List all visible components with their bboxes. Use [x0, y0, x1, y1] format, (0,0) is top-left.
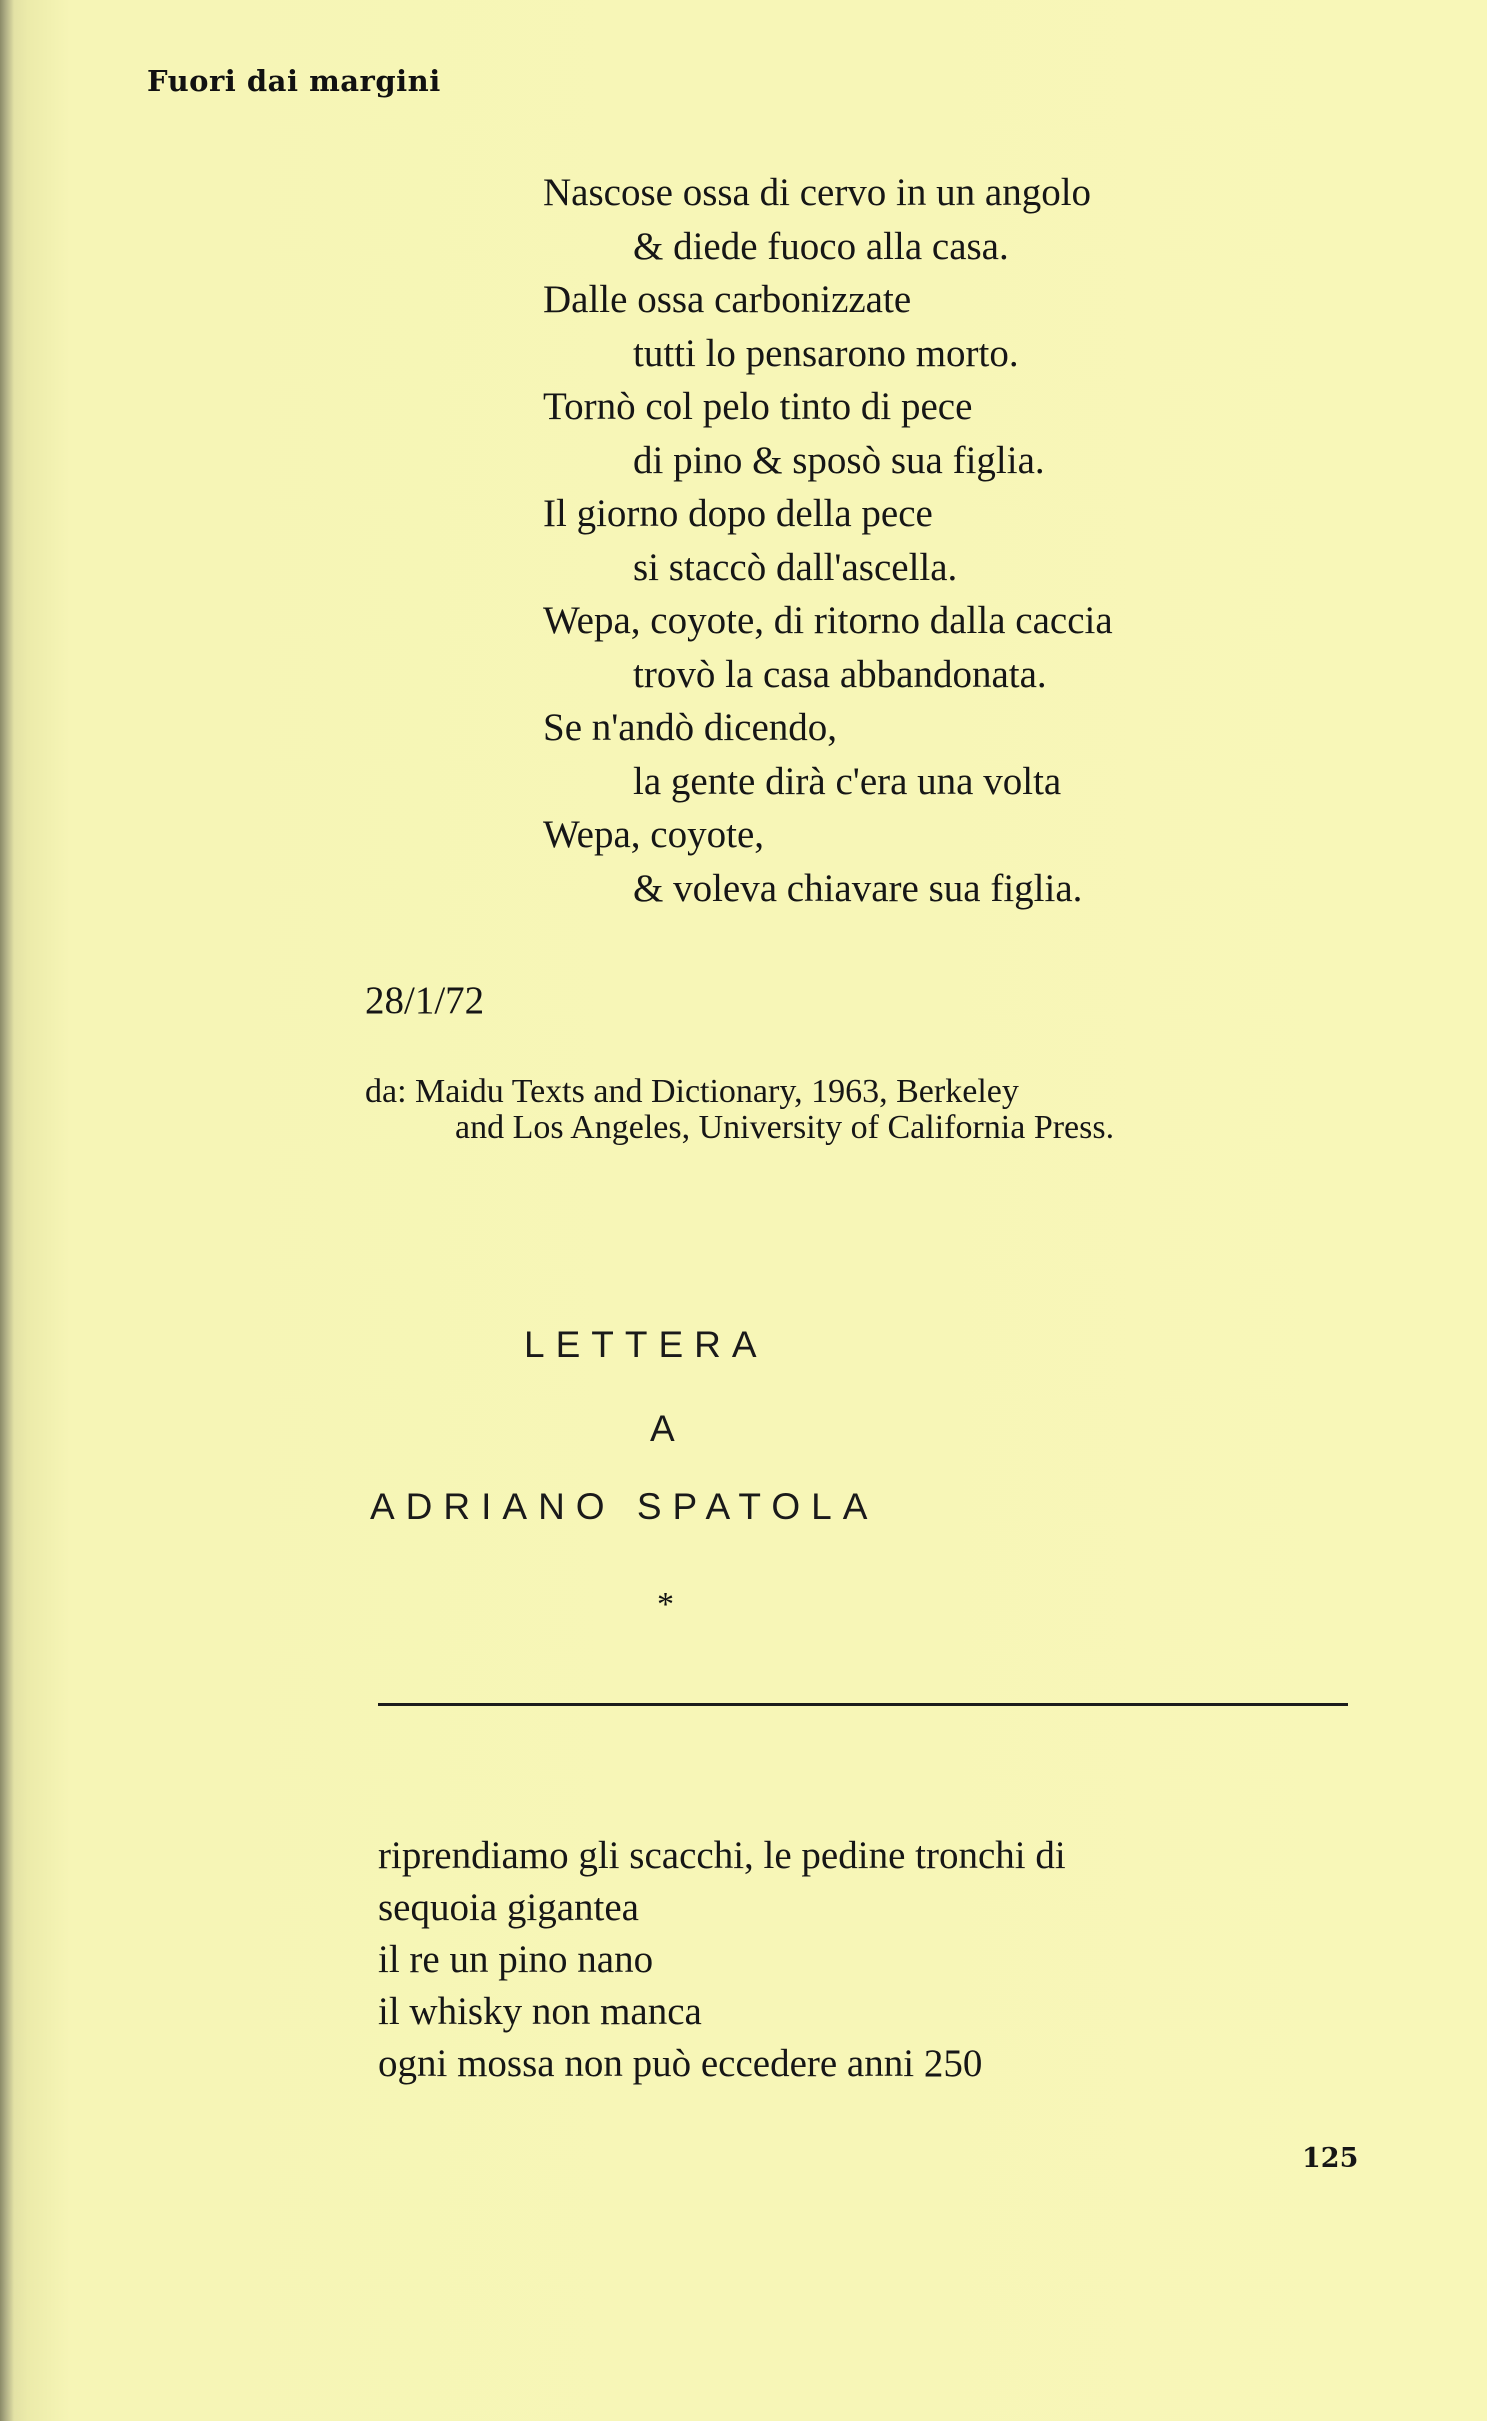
- letter-line: riprendiamo gli scacchi, le pedine tronchi di: [378, 1834, 1066, 1877]
- poem-line: Il giorno dopo della pece: [543, 492, 933, 535]
- poem-line: Wepa, coyote,: [543, 813, 765, 856]
- poem-line: di pino & sposò sua figlia.: [633, 438, 1045, 482]
- asterisk-ornament: *: [657, 1586, 674, 1623]
- poem-line: Se n'andò dicendo,: [543, 706, 838, 749]
- poem-line: Nascose ossa di cervo in un angolo: [543, 171, 1092, 214]
- poem-line: & diede fuoco alla casa.: [633, 224, 1009, 268]
- source-line-2: and Los Angeles, University of California Press.: [455, 1109, 1115, 1146]
- section-title-line-2: A: [650, 1408, 686, 1449]
- poem-line: tutti lo pensarono morto.: [633, 331, 1019, 375]
- letter-line: sequoia gigantea: [378, 1886, 639, 1929]
- poem-line: si staccò dall'ascella.: [633, 545, 958, 589]
- poem-stanza: [543, 166, 1113, 915]
- page-edge-shadow: [0, 0, 14, 2421]
- letter-line: il re un pino nano: [378, 1938, 654, 1981]
- poem-line: trovò la casa abbandonata.: [633, 652, 1047, 696]
- horizontal-rule: [378, 1703, 1348, 1706]
- source-citation: [365, 1074, 1114, 1146]
- poem-line: Tornò col pelo tinto di pece: [543, 385, 973, 428]
- poem-line: la gente dirà c'era una volta: [633, 759, 1062, 803]
- letter-line: il whisky non manca: [378, 1990, 702, 2033]
- page-number: 125: [1302, 2143, 1359, 2174]
- poem-line: Wepa, coyote, di ritorno dalla caccia: [543, 599, 1113, 642]
- section-title-line-3: ADRIANO SPATOLA: [370, 1486, 879, 1527]
- letter-text: [378, 1830, 1066, 2090]
- poem-date: 28/1/72: [365, 979, 485, 1022]
- letter-line: ogni mossa non può eccedere anni 250: [378, 2042, 983, 2085]
- section-title-line-1: LETTERA: [524, 1324, 768, 1365]
- poem-line: & voleva chiavare sua figlia.: [633, 866, 1083, 910]
- running-head: Fuori dai margini: [147, 64, 441, 98]
- source-line-1: da: Maidu Texts and Dictionary, 1963, Berkeley: [365, 1073, 1019, 1110]
- poem-line: Dalle ossa carbonizzate: [543, 278, 912, 321]
